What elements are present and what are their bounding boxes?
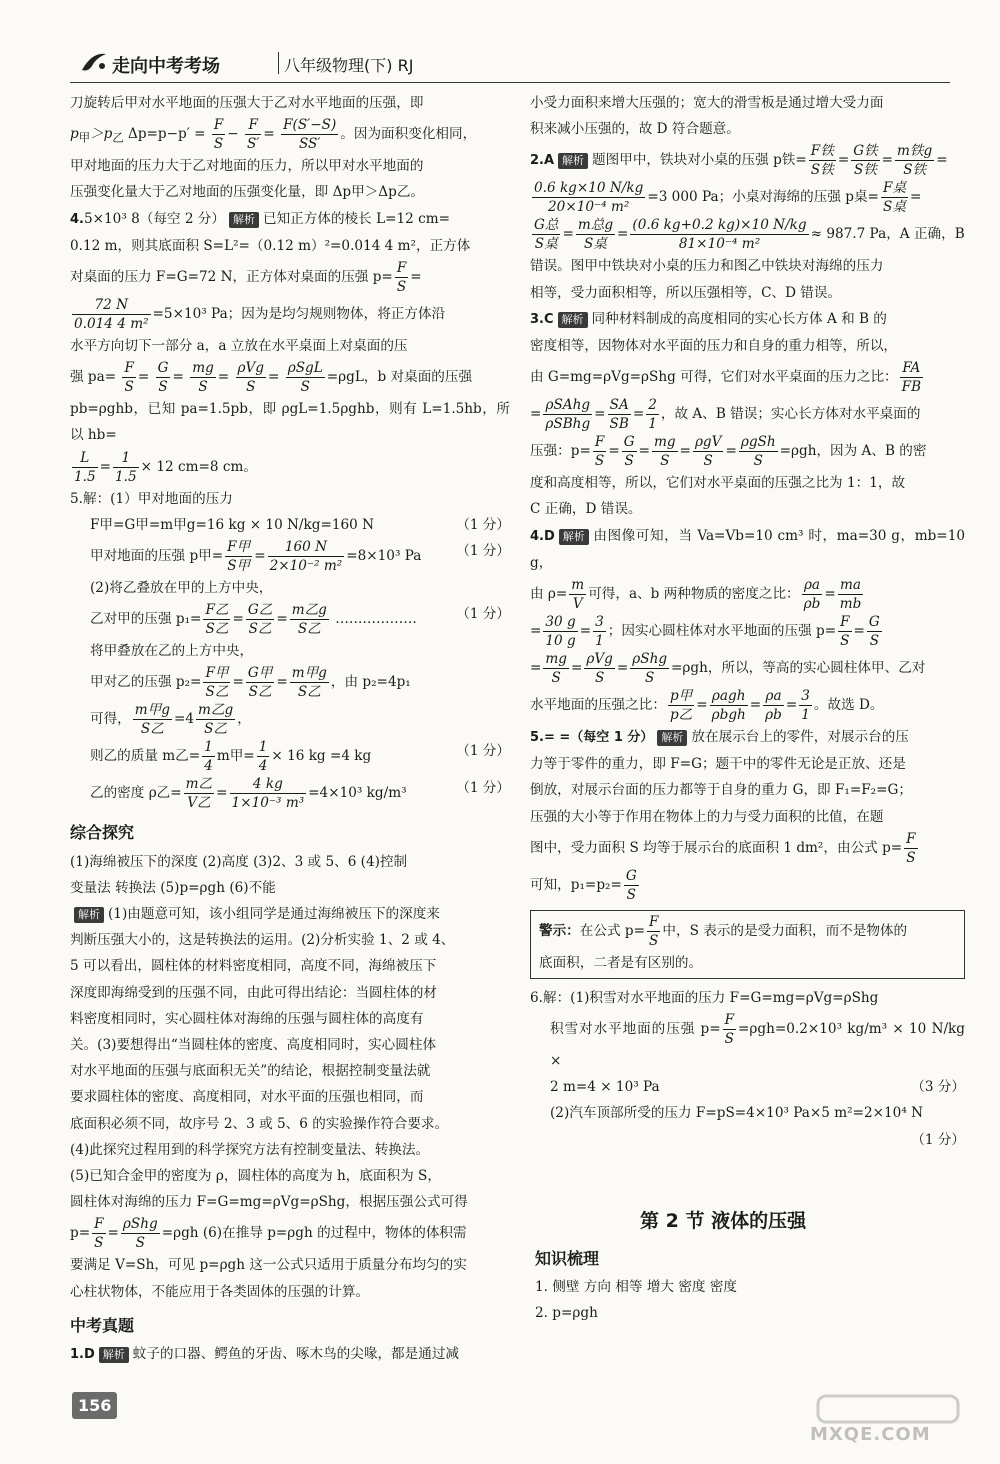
summary-line: 2. p=ρgh bbox=[535, 1305, 598, 1321]
fraction: $\frac{\text{m乙g}}{\text{S乙}}$ bbox=[198, 702, 234, 738]
text-line: 甲对地面的压强 p甲= $\frac{\text{F甲}}{\text{S甲}}$ = $\frac{160 N}{\text{2×10⁻² m²}}$ =8×10³ Pa （1 分） bbox=[90, 539, 510, 575]
text-line: 水平地面的压强之比： $\frac{\text{p甲}}{\text{p乙}}$ = $\frac{\text{ρagh}}{\text{ρbgh}}$ = $\frac{\rho a}{\rho b}$ = $\frac{3}{1}$ 。故选 D。 bbox=[530, 688, 884, 724]
fraction: $\frac{F}{S}$ bbox=[213, 117, 224, 153]
fraction: $\frac{1}{4}$ bbox=[258, 739, 268, 775]
text-line: 甲对地面的压力大于乙对地面的压力，所以甲对水平地面的 bbox=[70, 158, 424, 175]
left-column bbox=[70, 90, 510, 1368]
text-line: $\frac{72 N}{\text{0.014 4 m²}}$ =5×10³ Pa；因为是均匀规则物体，将正方体沿 bbox=[74, 297, 446, 333]
text-line: 底面积必须不同，故序号 2、3 或 5、6 的实验操作符合要求。 bbox=[70, 1115, 449, 1132]
analysis-tag: 解析 bbox=[74, 907, 104, 923]
section-heading: 综合探究 bbox=[70, 823, 135, 843]
text-line: 乙对甲的压强 p₁= $\frac{\text{F乙}}{\text{S乙}}$ = $\frac{\text{G乙}}{\text{S乙}}$ = $\frac{\text{m乙g}}{\text{S乙}}$ ……………… （1 分） bbox=[90, 602, 510, 638]
text-line: 将甲叠放在乙的上方中央， bbox=[90, 643, 254, 660]
text-line: $\frac{0.6 kg\times 10 N/kg}{\text{20×10⁻⁴ m²}}$ =3 000 Pa；小桌对海绵的压强 p桌= $\frac{\text{F桌}}{\text{S桌}}$ = bbox=[534, 180, 922, 216]
header-rule bbox=[70, 82, 950, 83]
text-line: (4)此探究过程用到的科学探究方法有控制变量法、转换法。 bbox=[70, 1141, 430, 1158]
text-line: 倒放，对展示台面的压力都等于自身的重力 G，即 F₁=F₂=G； bbox=[530, 782, 912, 799]
text-line: 要求圆柱体的密度、高度相同，对水平面的压强也相同，而 bbox=[70, 1089, 424, 1106]
book-title: 走向中考考场 bbox=[112, 56, 220, 77]
text-line: 关。(3)要想得出“当圆柱体的密度、高度相同时，实心圆柱体 bbox=[70, 1037, 437, 1054]
text-line: 刀旋转后甲对水平地面的压强大于乙对水平地面的压强，即 bbox=[70, 95, 424, 111]
text-line: 5 可以看出，圆柱体的材料密度相同，高度不同，海绵被压下 bbox=[70, 958, 437, 975]
fraction: $\frac{L}{1.5}$ bbox=[74, 449, 96, 485]
text-line: p= $\frac{F}{S}$ = $\frac{\text{ρShg}}{S}$ =ρgh (6)在推导 p=ρgh 的过程中，物体的体积需 bbox=[70, 1216, 467, 1252]
text-line: 强 pa= $\frac{F}{S}$ = $\frac{G}{S}$ = $\frac{mg}{S}$ = $\frac{\text{ρVg}}{S}$ = $\frac{\text{ρSgL}}{S}$ =ρgL，b 对桌面的压强 bbox=[70, 360, 473, 396]
text-line: 深度即海绵受到的压强不同，由此可得出结论：当圆柱体的材 bbox=[70, 984, 438, 1001]
text-line: $p_甲>p_乙$ Δp=p−p′ = $\frac{F}{S}$ − $\frac{F}{S'}$ = $\frac{F(S'-S)}{SS'}$ 。因为面积变化相同， bbox=[70, 117, 477, 153]
text-line: 要满足 V=Sh，可见 p=ρgh 这一公式只适用于质量分布均匀的实 bbox=[70, 1257, 467, 1274]
text-line: 积来减小压强的，故 D 符合题意。 bbox=[530, 121, 740, 138]
answer-c4: 4.D 解析 由图像可知，当 Va=Vb=10 cm³ 时，ma=30 g，mb=10 g， bbox=[530, 527, 965, 571]
answer-c2: 2.A 解析 题图甲中，铁块对小桌的压强 p铁= $\frac{\text{F铁}}{\text{S铁}}$ = $\frac{\text{G铁}}{\text{S铁}}$ = $\frac{\text{m铁g}}{\text{S铁}}$ = bbox=[530, 143, 948, 179]
analysis-tag: 解析 bbox=[558, 312, 588, 328]
text-line: (2)汽车顶部所受的压力 F=pS=4×10³ Pa×5 m²=2×10⁴ N （1 分） bbox=[550, 1105, 965, 1148]
text-line: 可知，p₁=p₂= $\frac{G}{S}$ bbox=[530, 867, 637, 903]
text-line: $\frac{L}{1.5}$ = $\frac{1}{1.5}$ × 12 cm=8 cm。 bbox=[74, 449, 257, 485]
text-line: 判断压强大小的，这是转换法的运用。(2)分析实验 1、2 或 4、 bbox=[70, 932, 455, 949]
answer-c1: 1.D 解析 蚊子的口器、鳄鱼的牙齿、啄木鸟的尖喙，都是通过减 bbox=[70, 1346, 460, 1363]
text-line: 小受力面积来增大压强的；宽大的滑雪板是通过增大受力面 bbox=[530, 95, 884, 111]
section-heading: 中考真题 bbox=[70, 1315, 135, 1335]
answer-c6: 6.解：(1)积雪对水平地面的压力 F=G=mg=ρVg=ρShg bbox=[530, 989, 879, 1006]
analysis-tag: 解析 bbox=[229, 212, 259, 228]
text-line: 由 G=mg=ρVg=ρShg 可得，它们对水平桌面的压力之比： $\frac{FA}{FB}$ bbox=[530, 360, 922, 396]
fraction: $\frac{F}{S}$ bbox=[124, 360, 134, 396]
text-line: 压强的大小等于作用在物体上的力与受力面积的比值，在题 bbox=[530, 808, 884, 825]
fraction: $\frac{\text{ρSgL}}{S}$ bbox=[287, 360, 323, 396]
text-line: 心柱状物体，不能应用于各类固体的压强的计算。 bbox=[70, 1283, 370, 1300]
text-line: = $\frac{30 g}{10 g}$ = $\frac{3}{1}$ ；因实心圆柱体对水平地面的压强 p= $\frac{F}{S}$ = $\frac{G}{S}$ bbox=[530, 614, 880, 650]
fraction: $\frac{\text{G甲}}{\text{S乙}}$ bbox=[247, 665, 273, 701]
text-line: = $\frac{mg}{S}$ = $\frac{\text{ρVg}}{S}$ = $\frac{\text{ρShg}}{S}$ =ρgh，所以，等高的实心圆柱体甲、乙对 bbox=[530, 651, 926, 687]
text-line: (5)已知合金甲的密度为 ρ，圆柱体的高度为 h，底面积为 S， bbox=[70, 1168, 441, 1185]
fraction: $\frac{72 N}{\text{0.014 4 m²}}$ bbox=[74, 297, 149, 333]
text-line: = $\frac{\text{ρSAhg}}{\text{ρSBhg}}$ = $\frac{SA}{SB}$ = $\frac{2}{1}$ ，故 A、B 错误；实心长方体对水平桌面的 bbox=[530, 397, 921, 433]
analysis-tag: 解析 bbox=[559, 529, 589, 545]
text-line: pb=ρghb，已知 pa=1.5pb，即 ρgL=1.5ρghb，则有 L=1.5hb，所以 hb= bbox=[70, 401, 510, 444]
text-line: 相等，受力面积相等，所以压强相等，C、D 错误。 bbox=[530, 284, 842, 301]
runner-logo-icon bbox=[78, 48, 110, 78]
warning-label: 警示： bbox=[539, 922, 580, 939]
section-title: 第 2 节 液体的压强 bbox=[640, 1210, 807, 1232]
text-line: 力等于零件的重力，即 F=G；题干中的零件无论是正放、还是 bbox=[530, 756, 906, 773]
text-line: 0.12 m，则其底面积 S=L²=（0.12 m）²=0.014 4 m²，正方体 bbox=[70, 237, 471, 254]
watermark-icon bbox=[810, 1392, 970, 1426]
analysis-tag: 解析 bbox=[657, 730, 687, 746]
answer-4: 4.5×10³ 8（每空 2 分） 解析 已知正方体的棱长 L=12 cm= bbox=[70, 210, 450, 227]
knowledge-summary bbox=[535, 1238, 965, 1326]
fraction: $\frac{F(S'-S)}{SS'}$ bbox=[283, 117, 337, 153]
text-line: 水平方向切下一部分 a，a 立放在水平桌面上对桌面的压 bbox=[70, 338, 408, 355]
fraction: $\frac{160 N}{\text{2×10⁻² m²}}$ bbox=[269, 539, 343, 575]
fraction: $\frac{\text{m乙}}{\text{V乙}}$ bbox=[185, 776, 213, 812]
book-subtitle: 八年级物理(下) RJ bbox=[284, 56, 414, 75]
fraction: $\frac{\text{G乙}}{\text{S乙}}$ bbox=[247, 602, 273, 638]
answer-5: 5.解：(1）甲对地面的压力 bbox=[70, 490, 233, 507]
summary-line: 1. 侧壁 方向 相等 增大 密度 密度 bbox=[535, 1279, 738, 1295]
text-line: 2 m=4 × 10³ Pa （3 分） bbox=[550, 1079, 965, 1096]
text-line: 甲对乙的压强 p₂= $\frac{\text{F甲}}{\text{S乙}}$ = $\frac{\text{G甲}}{\text{S乙}}$ = $\frac{\text{m甲g}}{\text{S乙}}$ ，由 p₂=4p₁ bbox=[90, 665, 411, 701]
text-line: F甲=G甲=m甲g=16 kg × 10 N/kg=160 N （1 分） bbox=[90, 516, 510, 533]
text-line: 图中，受力面积 S 均等于展示台的底面积 1 dm²，由公式 p= $\frac{F}{S}$ bbox=[530, 830, 916, 866]
text-line: 对桌面的压力 F=G=72 N，正方体对桌面的压强 p= $\frac{F}{S}$ = bbox=[70, 260, 422, 296]
page-header bbox=[70, 44, 950, 84]
header-divider bbox=[278, 52, 279, 74]
text-line: 错误。图甲中铁块对小桌的压力和图乙中铁块对海绵的压力 bbox=[530, 258, 884, 275]
fraction: $\frac{4 kg}{\text{1×10⁻³ m³}}$ bbox=[231, 776, 305, 812]
text-line: 变量法 转换法 (5)p=ρgh (6)不能 bbox=[70, 879, 276, 896]
warning-box: 警示：在公式 p= $\frac{F}{S}$ 中，S 表示的是受力面积，而不是物体的 底面积，二者是有区别的。 bbox=[530, 910, 965, 979]
fraction: $\frac{\text{m甲g}}{\text{S乙}}$ bbox=[134, 702, 170, 738]
fraction: $\frac{\text{F甲}}{\text{S甲}}$ bbox=[227, 539, 251, 575]
section-heading: 知识梳理 bbox=[535, 1249, 600, 1268]
text-line: 可得， $\frac{\text{m甲g}}{\text{S乙}}$ =4 $\frac{\text{m乙g}}{\text{S乙}}$ ， bbox=[90, 702, 251, 738]
fraction: $\frac{F}{S'}$ bbox=[247, 117, 260, 153]
fraction: $\frac{\text{F甲}}{\text{S乙}}$ bbox=[205, 665, 229, 701]
fraction: $\frac{1}{1.5}$ bbox=[115, 449, 137, 485]
fraction: $\frac{\text{m乙g}}{\text{S乙}}$ bbox=[291, 602, 327, 638]
answer-c3: 3.C 解析 同种材料制成的高度相同的实心长方体 A 和 B 的 bbox=[530, 310, 887, 327]
right-column bbox=[530, 90, 965, 1153]
text-line: 料密度相同时，实心圆柱体对海绵的压强与圆柱体的高度有 bbox=[70, 1010, 424, 1027]
text-line: 积雪对水平地面的压强 p= $\frac{F}{S}$ =ρgh=0.2×10³ kg/m³ × 10 N/kg × bbox=[550, 1012, 965, 1070]
text-line: 解析 (1)由题意可知，该小组同学是通过海绵被压下的深度来 bbox=[70, 901, 510, 927]
text-line: 压强：p= $\frac{F}{S}$ = $\frac{G}{S}$ = $\frac{mg}{S}$ = $\frac{\text{ρgV}}{S}$ = $\frac{\text{ρgSh}}{S}$ =ρgh，因为 A、B 的密 bbox=[530, 434, 927, 470]
text-line: $\frac{\text{G总}}{\text{S桌}}$ = $\frac{\text{m总g}}{\text{S桌}}$ = $\frac{(0.6 kg+0.2 kg)\times 10 N/kg}{\text{81×10⁻⁴ m²}}$ ≈ 987.7 Pa，A 正确，B bbox=[534, 217, 965, 253]
text-line: 对水平地面的压强与底面积无关”的结论，根据控制变量法就 bbox=[70, 1063, 431, 1080]
text-line: 度和高度相等，所以，它们对水平桌面的压强之比为 1：1，故 bbox=[530, 475, 906, 492]
answer-c5: 5.= =（每空 1 分） 解析 放在展示台上的零件，对展示台的压 bbox=[530, 729, 909, 746]
fraction: $\frac{G}{S}$ bbox=[157, 360, 169, 396]
fraction: $\frac{\text{ρVg}}{S}$ bbox=[237, 360, 265, 396]
fraction: $\frac{\text{ρShg}}{S}$ bbox=[122, 1216, 158, 1252]
watermark-logo bbox=[810, 1392, 970, 1448]
text-line: (2)将乙叠放在甲的上方中央， bbox=[90, 580, 273, 597]
fraction: $\frac{mg}{S}$ bbox=[192, 360, 214, 396]
text-line: (1)海绵被压下的深度 (2)高度 (3)2、3 或 5、6 (4)控制 bbox=[70, 853, 408, 870]
watermark-text: MXQE.COM bbox=[810, 1424, 931, 1445]
fraction: $\frac{\text{m甲g}}{\text{S乙}}$ bbox=[291, 665, 327, 701]
text-line: 压强变化量大于乙对地面的压强变化量，即 Δp甲＞Δp乙。 bbox=[70, 184, 425, 201]
fraction: $\frac{1}{4}$ bbox=[204, 739, 213, 775]
fraction: $\frac{\text{F乙}}{\text{S乙}}$ bbox=[205, 602, 229, 638]
analysis-tag: 解析 bbox=[99, 1347, 129, 1363]
page-number: 156 bbox=[72, 1392, 117, 1419]
text-line: 密度相等，因物体对水平面的压力和自身的重力相等，所以， bbox=[530, 338, 898, 355]
fraction: $\frac{F}{S}$ bbox=[396, 260, 407, 296]
text-line: 则乙的质量 m乙= $\frac{1}{4}$ m甲= $\frac{1}{4}$ × 16 kg =4 kg （1 分） bbox=[90, 739, 510, 775]
text-line: 圆柱体对海绵的压力 F=G=mg=ρVg=ρShg，根据压强公式可得 bbox=[70, 1194, 468, 1211]
text-line: 乙的密度 ρ乙= $\frac{\text{m乙}}{\text{V乙}}$ = $\frac{4 kg}{\text{1×10⁻³ m³}}$ =4×10³ kg/m³ （1 分） bbox=[90, 776, 510, 812]
text-line: 由 ρ= $\frac{m}{V}$ 可得，a、b 两种物质的密度之比： $\frac{\rho a}{\rho b}$ = $\frac{ma}{mb}$ bbox=[530, 577, 862, 613]
analysis-tag: 解析 bbox=[558, 153, 588, 169]
text-line: C 正确，D 错误。 bbox=[530, 501, 642, 518]
fraction: $\frac{F}{S}$ bbox=[94, 1216, 104, 1252]
